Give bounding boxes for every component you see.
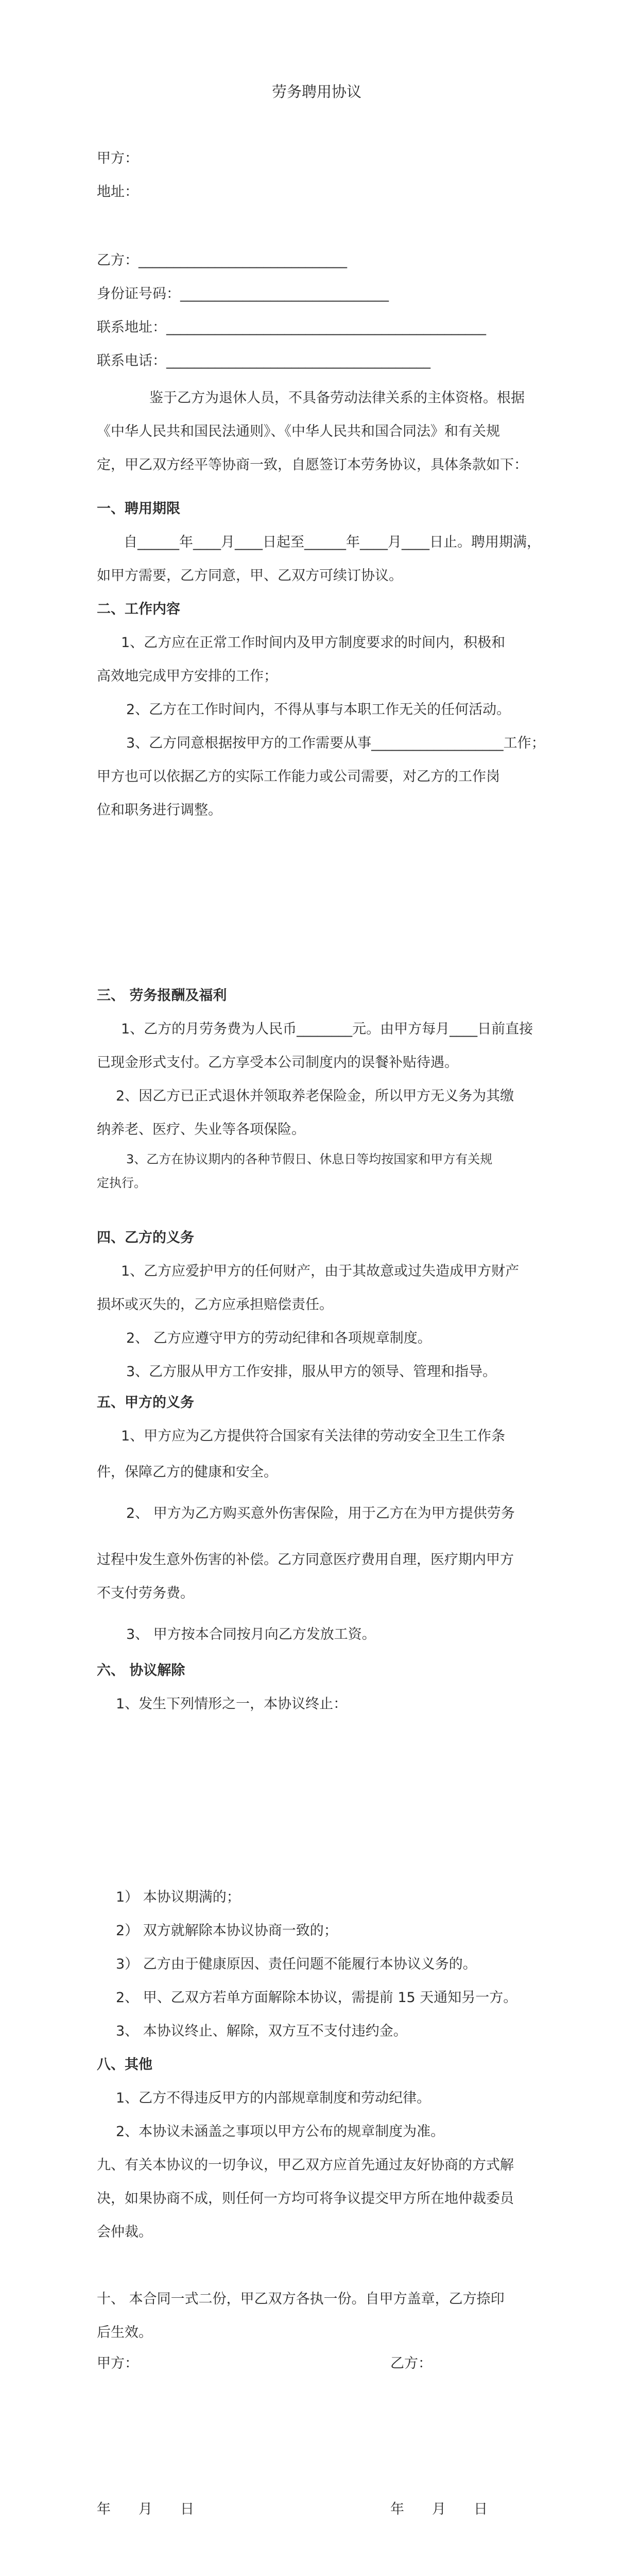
clause-line: 3、乙方在协议期内的各种节假日、休息日等均按国家和甲方有关规 [126,1152,493,1166]
clause-line: 损坏或灭失的，乙方应承担赔偿责任。 [97,1297,333,1313]
clause-line: 2、 甲方为乙方购买意外伤害保险，用于乙方在为甲方提供劳务 [126,1505,515,1521]
clause-line: 2、本协议未涵盖之事项以甲方公布的规章制度为准。 [116,2124,445,2140]
signature-party-b: 乙方： [390,2355,432,2371]
signature-date-b: 年 月 日 [390,2501,488,2517]
contact-address-field: 联系地址：______________________________________________ [97,319,486,335]
clause-line: 3、乙方同意根据按甲方的工作需要从事___________________工作； [126,735,545,751]
preamble-line: 定，甲乙双方经平等协商一致，自愿签订本劳务协议，具体条款如下： [97,457,528,473]
section-heading: 四、乙方的义务 [97,1230,194,1246]
clause-line: 2、乙方在工作时间内，不得从事与本职工作无关的任何活动。 [126,702,511,718]
list-item: 3） 乙方由于健康原因、责任问题不能履行本协议义务的。 [116,1956,477,1972]
list-item: 1） 本协议期满的； [116,1889,240,1905]
clause-line: 1、乙方的月劳务费为人民币________元。由甲方每月____日前直接 [121,1021,533,1037]
clause-line: 3、 本协议终止、解除，双方互不支付违约金。 [116,2023,407,2039]
list-item: 2） 双方就解除本协议协商一致的； [116,1923,338,1939]
clause-line: 1、发生下列情形之一，本协议终止： [116,1696,348,1712]
clause-line: 会仲裁。 [97,2224,152,2240]
id-number-field: 身份证号码：______________________________ [97,286,389,302]
clause-line: 1、乙方应在正常工作时间内及甲方制度要求的时间内，积极和 [121,635,506,651]
signature-party-a: 甲方： [97,2355,139,2371]
clause-line: 位和职务进行调整。 [97,802,222,818]
clause-line: 件，保障乙方的健康和安全。 [97,1464,278,1480]
section-heading: 五、甲方的义务 [97,1395,194,1411]
party-b-field: 乙方：______________________________ [97,252,347,268]
contact-phone-field: 联系电话：______________________________________ [97,353,430,369]
clause-line: 1、乙方不得违反甲方的内部规章制度和劳动纪律。 [116,2090,431,2106]
address-label: 地址： [97,184,139,200]
clause-line: 2、 甲、乙双方若单方面解除本协议，需提前 15 天通知另一方。 [116,1990,517,2006]
document-title: 劳务聘用协议 [272,83,362,100]
clause-line: 后生效。 [97,2325,152,2341]
preamble-line: 鉴于乙方为退休人员，不具备劳动法律关系的主体资格。根据 [149,390,525,406]
clause-line: 如甲方需要，乙方同意，甲、乙双方可续订协议。 [97,568,403,584]
preamble-line: 《中华人民共和国民法通则》、《中华人民共和国合同法》和有关规 [97,423,500,439]
clause-line: 不支付劳务费。 [97,1585,194,1601]
clause-line: 高效地完成甲方安排的工作； [97,668,278,684]
clause-line: 已现金形式支付。乙方享受本公司制度内的误餐补贴待遇。 [97,1055,458,1071]
clause-line: 3、乙方服从甲方工作安排，服从甲方的领导、管理和指导。 [126,1364,497,1380]
section-heading: 三、 劳务报酬及福利 [97,988,227,1004]
clause-line: 1、甲方应为乙方提供符合国家有关法律的劳动安全卫生工作条 [121,1428,506,1444]
clause-line: 自______年____月____日起至______年____月____日止。聘用期满， [124,534,541,550]
clause-line: 2、因乙方已正式退休并领取养老保险金，所以甲方无义务为其缴 [116,1088,514,1104]
clause-line: 过程中发生意外伤害的补偿。乙方同意医疗费用自理，医疗期内甲方 [97,1552,514,1568]
clause-line: 1、乙方应爱护甲方的任何财产，由于其故意或过失造成甲方财产 [121,1263,520,1279]
section-heading: 六、 协议解除 [97,1663,185,1679]
section-heading: 一、聘用期限 [97,501,180,517]
clause-line: 纳养老、医疗、失业等各项保险。 [97,1122,305,1138]
clause-line: 九、有关本协议的一切争议，甲乙双方应首先通过友好协商的方式解 [97,2157,514,2173]
clause-line: 决，如果协商不成，则任何一方均可将争议提交甲方所在地仲裁委员 [97,2191,514,2207]
clause-line: 2、 乙方应遵守甲方的劳动纪律和各项规章制度。 [126,1330,431,1346]
section-heading: 二、工作内容 [97,601,180,617]
clause-line: 甲方也可以依据乙方的实际工作能力或公司需要，对乙方的工作岗 [97,769,500,785]
clause-line: 十、 本合同一式二份，甲乙双方各执一份。自甲方盖章，乙方捺印 [97,2291,505,2307]
clause-line: 3、 甲方按本合同按月向乙方发放工资。 [126,1626,376,1642]
section-heading: 八、其他 [97,2057,152,2073]
clause-line: 定执行。 [97,1176,146,1190]
signature-date-a: 年 月 日 [97,2501,194,2517]
party-a-label: 甲方： [97,150,139,166]
